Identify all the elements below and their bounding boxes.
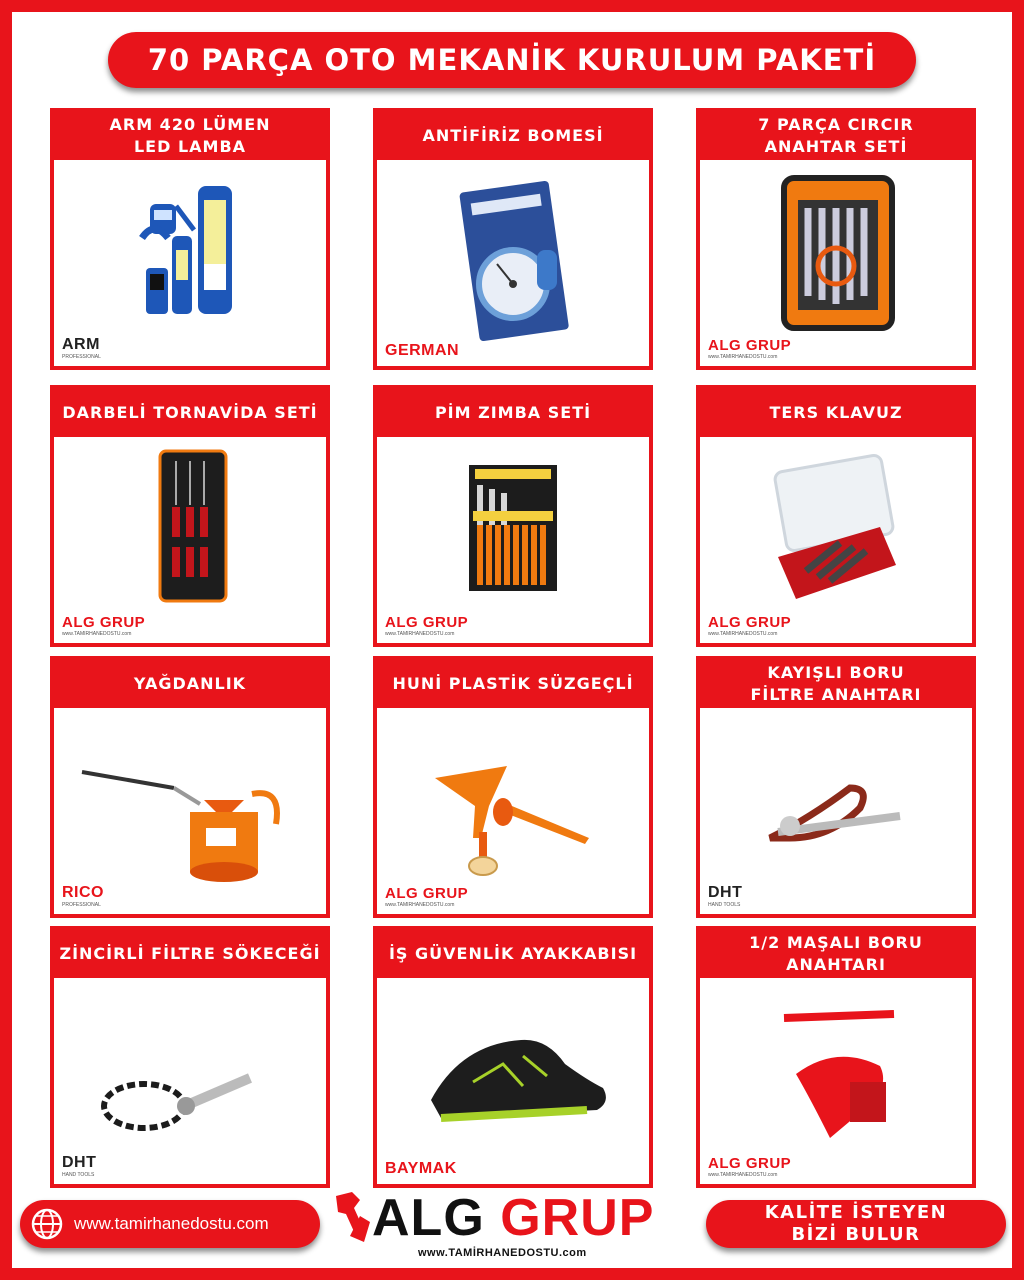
product-image-area [377, 160, 649, 366]
brand-name: ALG GRUP [385, 614, 469, 631]
product-name: KAYIŞLI BORU FİLTRE ANAHTARI [750, 663, 922, 704]
brand-logo [62, 1154, 96, 1178]
page-title: 70 PARÇA OTO MEKANİK KURULUM PAKETİ [108, 32, 916, 88]
brand-url: www.TAMIRHANEDOSTU.com [708, 354, 778, 360]
screwdriver-set-icon [54, 437, 326, 643]
brand-url: www.TAMIRHANEDOSTU.com [385, 631, 455, 637]
product-card[interactable] [373, 108, 653, 370]
product-card[interactable] [696, 656, 976, 918]
brand-subtitle: PROFESSIONAL [62, 902, 101, 908]
product-card[interactable] [373, 385, 653, 647]
product-name: PİM ZIMBA SETİ [434, 403, 592, 422]
brand-url: www.TAMIRHANEDOSTU.com [385, 902, 455, 908]
brand-name: ARM [62, 336, 100, 353]
brand-logo [62, 614, 145, 637]
ratchet-wrench-set-icon [700, 160, 972, 366]
screw-extractor-set-icon [700, 437, 972, 643]
brand-url: www.TAMIRHANEDOSTU.com [708, 1172, 778, 1178]
brand-logo [385, 1160, 457, 1178]
brand-url: www.TAMIRHANEDOSTU.com [62, 631, 132, 637]
product-name: HUNİ PLASTİK SÜZGEÇLİ [392, 674, 634, 693]
brand-logo [708, 1155, 791, 1178]
product-name: DARBELİ TORNAVİDA SETİ [62, 403, 318, 422]
product-card[interactable] [696, 108, 976, 370]
product-image-area [700, 437, 972, 643]
product-card[interactable] [50, 108, 330, 370]
brand-name: DHT [62, 1154, 97, 1171]
brand-logo [385, 885, 468, 908]
product-image-area [700, 708, 972, 914]
safety-shoe-icon [377, 978, 649, 1184]
product-card[interactable] [50, 926, 330, 1188]
brand-logo [385, 614, 468, 637]
brand-logo [708, 337, 791, 360]
product-card[interactable] [696, 385, 976, 647]
product-card[interactable] [696, 926, 976, 1188]
product-card[interactable] [373, 656, 653, 918]
brand-subtitle: PROFESSIONAL [62, 354, 101, 360]
brand-url: www.TAMIRHANEDOSTU.com [708, 631, 778, 637]
product-image-area [54, 978, 326, 1184]
logo-grup-text: GRUP [500, 1189, 655, 1247]
alg-grup-logo [372, 1188, 654, 1248]
product-image-area [377, 437, 649, 643]
product-name: İŞ GÜVENLİK AYAKKABISI [388, 944, 638, 963]
product-name: YAĞDANLIK [133, 674, 247, 693]
product-image-area [700, 978, 972, 1184]
product-name: 7 PARÇA CIRCIR ANAHTAR SETİ [758, 115, 914, 156]
brand-name: RICO [62, 884, 104, 901]
brand-subtitle: HAND TOOLS [62, 1172, 95, 1178]
brand-name: ALG GRUP [708, 1155, 792, 1172]
brand-subtitle: HAND TOOLS [708, 902, 741, 908]
product-image-area [377, 708, 649, 914]
product-image-area [377, 978, 649, 1184]
product-name: ARM 420 LÜMEN LED LAMBA [109, 115, 271, 156]
product-image-area [700, 160, 972, 366]
brand-name: DHT [708, 884, 743, 901]
website-badge[interactable] [20, 1200, 320, 1248]
product-card[interactable] [50, 385, 330, 647]
product-name: TERS KLAVUZ [769, 403, 903, 422]
product-image-area [54, 708, 326, 914]
brand-name: ALG GRUP [62, 614, 146, 631]
brand-name: ALG GRUP [708, 337, 792, 354]
product-card[interactable] [50, 656, 330, 918]
brand-logo [385, 342, 459, 360]
pin-punch-set-icon [377, 437, 649, 643]
brand-logo [62, 884, 104, 908]
product-image-area [54, 437, 326, 643]
brand-logo [708, 884, 742, 908]
product-name: ANTİFİRİZ BOMESİ [422, 126, 604, 145]
globe-icon [30, 1207, 64, 1241]
brand-logo [708, 614, 791, 637]
brand-name: GERMAN [385, 342, 460, 359]
brand-name: ALG GRUP [708, 614, 792, 631]
antifreeze-tester-icon [377, 160, 649, 366]
brand-name: ALG GRUP [385, 885, 469, 902]
website-link[interactable]: www.tamirhanedostu.com [74, 1214, 269, 1233]
product-name: 1/2 MAŞALI BORU ANAHTARI [749, 933, 923, 974]
slogan-badge: KALİTE İSTEYEN BİZİ BULUR [706, 1200, 1006, 1248]
product-image-area [54, 160, 326, 366]
brand-name: BAYMAK [385, 1160, 457, 1177]
brand-logo [62, 336, 101, 360]
logo-alg-text: ALG [372, 1189, 485, 1247]
funnel-icon [377, 708, 649, 914]
product-name: ZİNCİRLİ FİLTRE SÖKECEĞİ [59, 944, 321, 963]
logo-url: www.TAMİRHANEDOSTU.com [418, 1247, 587, 1259]
pipe-wrench-icon [700, 978, 972, 1184]
product-card[interactable] [373, 926, 653, 1188]
